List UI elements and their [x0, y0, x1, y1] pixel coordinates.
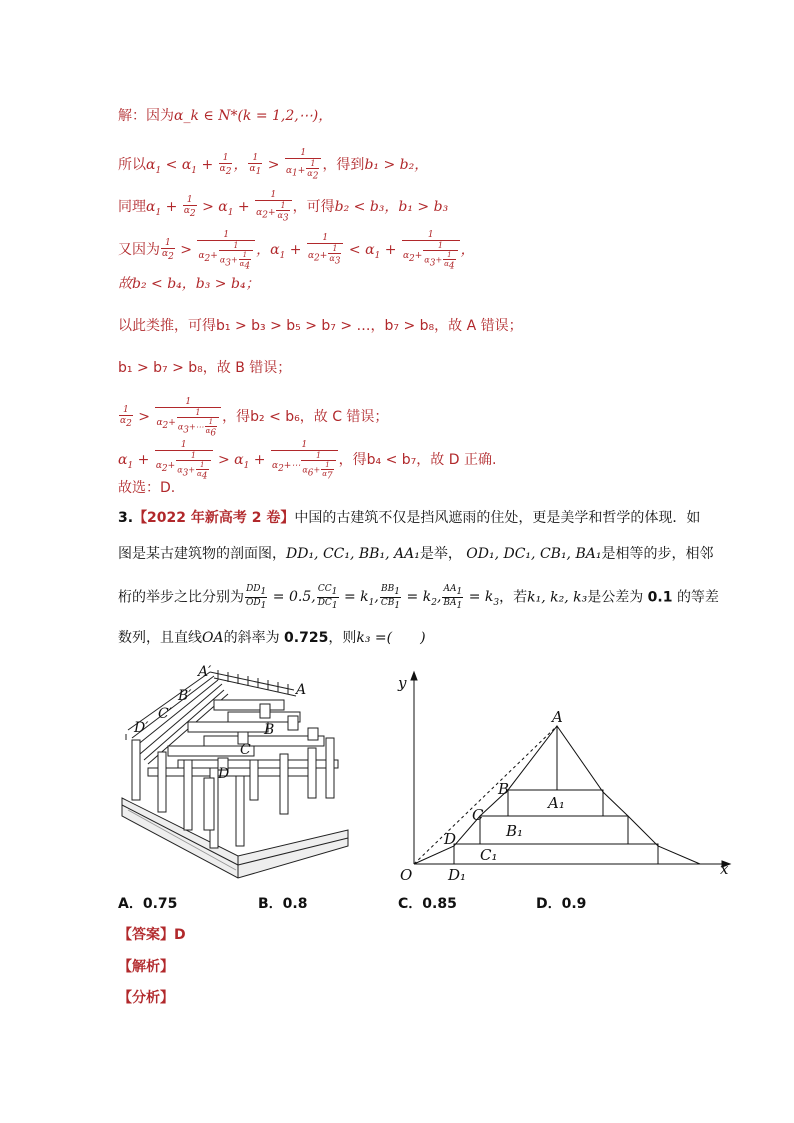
question-line-4: [118, 628, 426, 648]
question-text-3a: 桁的举步之比分别为: [118, 589, 244, 606]
line-OA: [414, 726, 557, 864]
answer-tag: 【答案】D: [118, 927, 186, 943]
option-b[interactable]: B．0.8: [258, 896, 308, 912]
question-text-3b: ，若: [499, 589, 528, 606]
solution-line-8-expr: $\frac{1}{\alpha_2}$ > 1 $\alpha_2+$ 1 $\alpha_3+\cdots$ $\frac{1}{\alpha_6}$: [118, 409, 222, 425]
label-B: B: [264, 722, 275, 738]
point-B: B: [498, 780, 510, 798]
solution-line-7: b₁ > b₇ > b₈，故 B 错误；: [118, 360, 292, 376]
solution-line-1: [118, 106, 332, 126]
question-line-1: [118, 508, 700, 528]
solution-line-9: [118, 440, 496, 480]
analysis-tag: 【解析】: [118, 959, 174, 975]
point-D: D: [444, 830, 457, 848]
solution-line-3-expr: $\alpha_1$ + $\frac{1}{\alpha_2}$ > $\alpha_1$ + 1 $\alpha_2+$ $\frac{1}{\alpha_3}$: [146, 199, 293, 215]
axis-label-y: y: [398, 674, 407, 692]
solution-line-6: 以此类推，可得b₁ > b₃ > b₅ > b₇ > …，b₇ > b₈，故 A 错误；: [118, 318, 523, 334]
question-text-1: 中国的古建筑不仅是挡风遮雨的住处，更是美学和哲学的体现．如: [294, 510, 701, 526]
label-A: A: [296, 682, 307, 698]
question-text-2c: 是举，: [419, 546, 462, 562]
question-text-4f: k₃ =( ): [356, 630, 426, 646]
question-number: 3.: [118, 510, 134, 526]
option-c[interactable]: C．0.85: [398, 896, 457, 912]
solution-line-3: [118, 190, 448, 224]
solution-line-2: [118, 148, 428, 182]
solution-line-2-result: b₁ > b₂，: [364, 156, 429, 173]
axis-label-x: x: [720, 860, 729, 878]
question-text-4d: 0.725: [284, 630, 329, 646]
solution-line-8-mid: ，得b₂ < b₆，故 C 错误；: [222, 409, 389, 426]
question-source: 【2022 年新高考 2 卷】: [133, 510, 295, 526]
label-D: D: [218, 766, 230, 782]
question-text-3e: 0.1: [647, 589, 673, 606]
solution-conclusion: 故选：D.: [118, 480, 176, 496]
solution-line-5: 故b₂ < b₄，b₃ > b₄；: [118, 276, 260, 292]
solution-line-2-prefix: 所以: [118, 156, 146, 173]
solution-line-9-expr: $\alpha_1$ + 1 $\alpha_2+$ 1 $\alpha_3+$ $\frac{1}{\alpha_4}$ > $\alpha_1$ + 1 $\alpha_2+\cdots$ 1 $\alpha_6+$ $\frac{1}{\alpha_7}$: [118, 452, 339, 468]
label-C: C: [240, 742, 251, 758]
question-text-2b: DD₁, CC₁, BB₁, AA₁: [286, 546, 420, 562]
option-d[interactable]: D．0.9: [536, 896, 587, 912]
solution-line-4-expr: $\frac{1}{\alpha_2}$ > 1 $\alpha_2+$ 1 $\alpha_3+$ $\frac{1}{\alpha_4}$ ，$\alpha_1$ + 1 $\alpha_2+$ $\frac{1}{\alpha_3}$ < $\alpha_1$ + 1 $\alpha_2+$ 1 $\alpha_3+$ $\frac{1}{\alpha_4}$ ，: [162, 230, 475, 272]
solution-line-1-prefix: 解：因为: [118, 108, 174, 124]
question-text-4e: ，则: [328, 630, 357, 646]
solution-line-1-expr: α_k ∈ N*(k = 1,2,⋯)，: [174, 108, 333, 124]
solution-line-2-expr: $\alpha_1 < \alpha_1$ + $\frac{1}{\alpha_2}$ ， $\frac{1}{\alpha_1}$ > 1 $\alpha_1+$ $\frac{1}{\alpha_2}$: [146, 157, 322, 173]
question-text-4c: 的斜率为: [223, 630, 280, 646]
label-B-prime: B′: [178, 688, 192, 704]
building-illustration: [118, 660, 350, 882]
solution-line-9-mid: ，得b₄ < b₇，故 D 正确.: [338, 452, 497, 469]
question-line-2: [118, 544, 713, 564]
question-text-2e: 是相等的步，相邻: [601, 546, 714, 562]
question-ratios: $\frac{DD_1}{OD_1}$ = 0.5, $\frac{CC_1}{DC_1}$ = $k_1$, $\frac{BB_1}{CB_1}$ = $k_2$, $\frac{AA_1}{BA_1}$ = $k_3$: [246, 584, 500, 611]
option-a[interactable]: A．0.75: [118, 896, 178, 912]
solution-line-3-result: b₂ < b₃，b₁ > b₃: [334, 198, 449, 215]
question-text-2a: 图是某古建筑物的剖面图，: [118, 546, 286, 562]
point-B1: B₁: [506, 822, 524, 840]
solution-line-3-mid: ，可得: [292, 198, 335, 215]
point-A1: A₁: [548, 794, 565, 812]
question-text-3d: 是公差为: [587, 589, 644, 606]
solution-line-2-mid: ，得到: [322, 156, 365, 173]
label-A-prime: A′: [198, 664, 212, 680]
point-C1: C₁: [480, 846, 498, 864]
point-O: O: [400, 866, 413, 884]
solution-line-8: [118, 397, 388, 437]
solution-line-3-prefix: 同理: [118, 198, 146, 215]
label-D-prime: D′: [134, 720, 149, 736]
question-line-3: [118, 584, 719, 613]
point-A: A: [552, 708, 563, 726]
question-text-3c: k₁, k₂, k₃: [527, 589, 588, 606]
question-text-4b: OA: [202, 630, 224, 646]
question-text-4a: 数列，且直线: [118, 630, 202, 646]
solution-line-4: [118, 230, 475, 270]
question-text-3f: 的等差: [676, 589, 719, 606]
point-D1: D₁: [448, 866, 467, 884]
breakdown-tag: 【分析】: [118, 990, 174, 1006]
solution-line-4-prefix: 又因为: [118, 242, 160, 259]
label-C-prime: C′: [158, 706, 172, 722]
coordinate-diagram: [390, 668, 740, 888]
question-text-2d: OD₁, DC₁, CB₁, BA₁: [466, 546, 602, 562]
point-C: C: [472, 806, 484, 824]
